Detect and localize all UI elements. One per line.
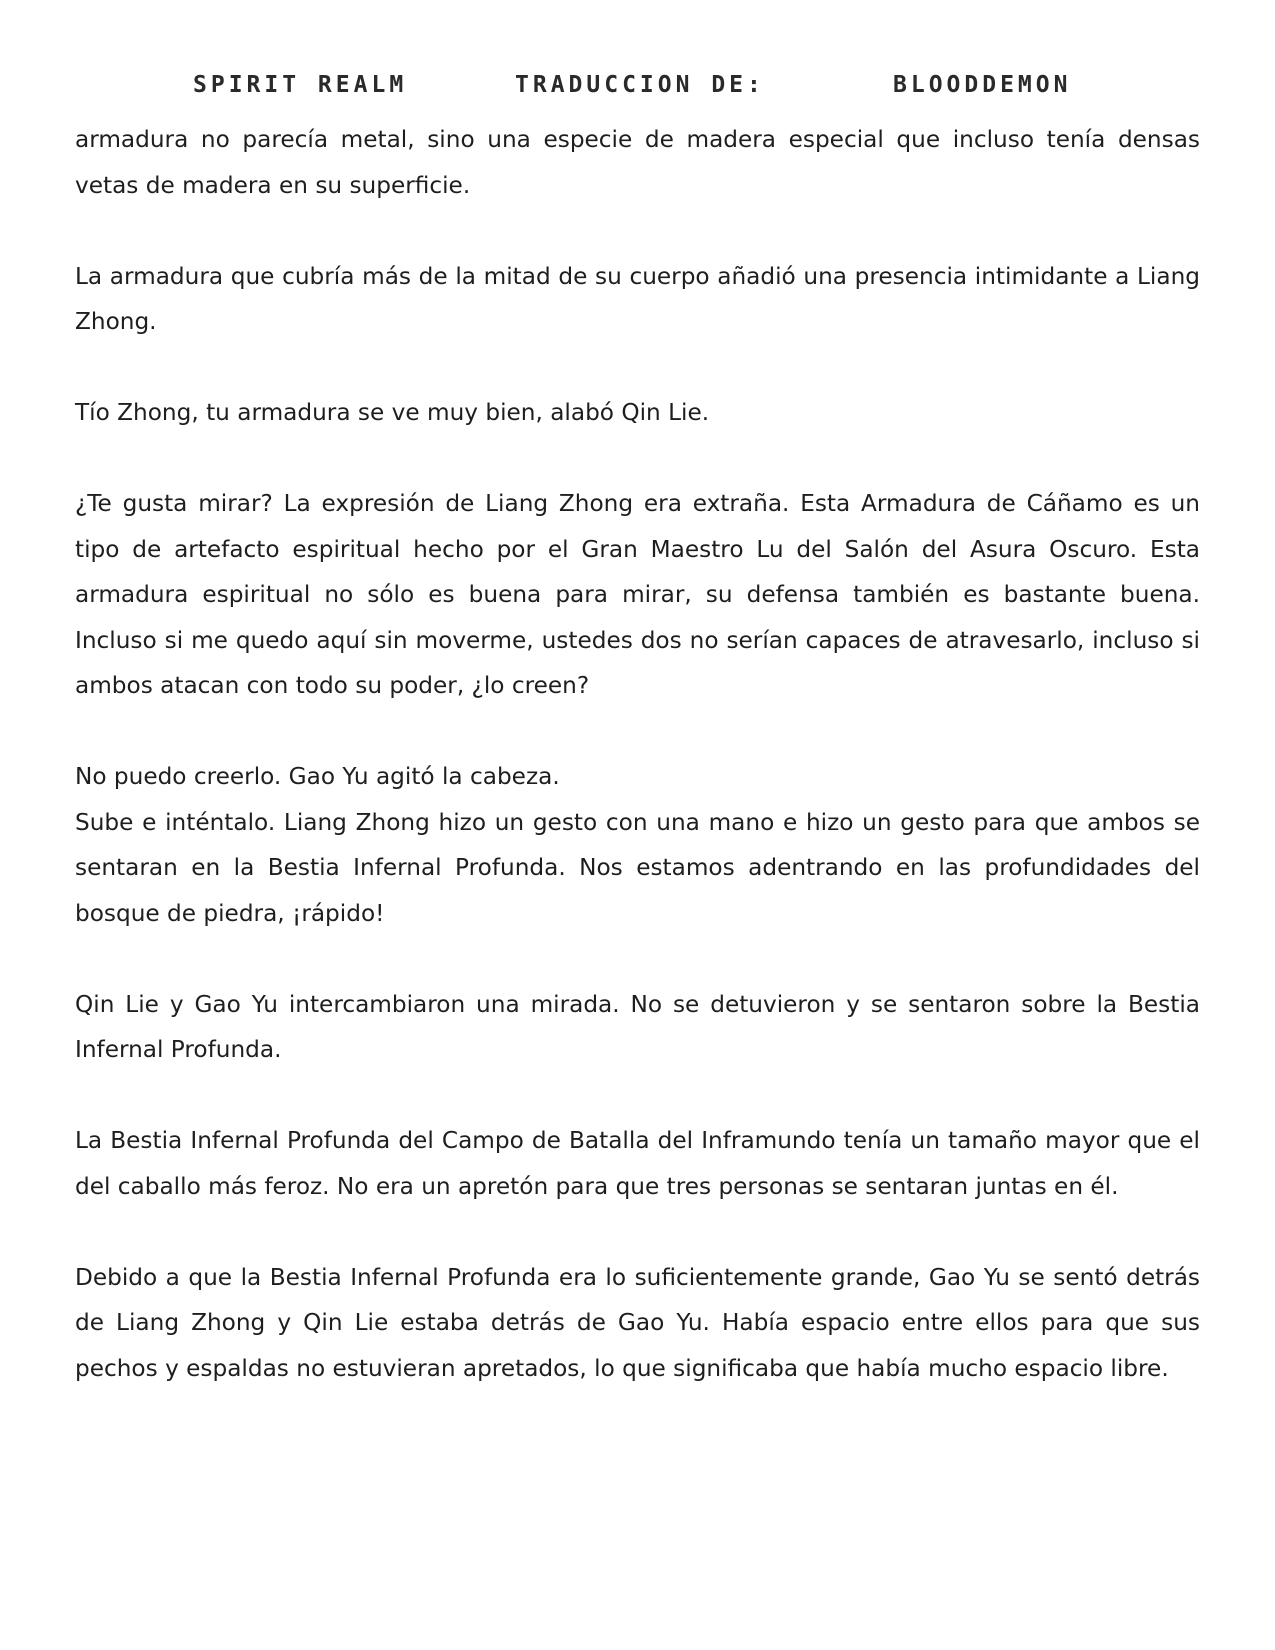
paragraph: ¿Te gusta mirar? La expresión de Liang Zhong era extraña. Esta Armadura de Cáñamo es un tipo de artefacto espiritual hecho por el Gran Maestro Lu del Salón del Asura Oscuro. Esta armadura espiritual no sólo es buena para mirar, su defensa también es bastante buena. Incluso si me quedo aquí sin moverme, ustedes dos no serían capaces de atravesarlo, incluso si ambos atacan con todo su poder, ¿lo creen? <box>75 490 1200 699</box>
header-translator-name: BLOODDEMON <box>893 72 1072 98</box>
paragraph: La armadura que cubría más de la mitad de su cuerpo añadió una presencia intimidante a Liang Zhong. <box>75 262 1200 335</box>
paragraph: Sube e inténtalo. Liang Zhong hizo un gesto con una mano e hizo un gesto para que ambos se sentaran en la Bestia Infernal Profunda. Nos estamos adentrando en las profundidades del bosque de piedra, ¡rápido! <box>75 808 1200 927</box>
page-header <box>0 72 1275 112</box>
paragraph: Qin Lie y Gao Yu intercambiaron una mirada. No se detuvieron y se sentaron sobre la Bestia Infernal Profunda. <box>75 990 1200 1063</box>
page-body <box>75 117 1200 1437</box>
paragraph: No puedo creerlo. Gao Yu agitó la cabeza. <box>75 763 560 790</box>
paragraph: La Bestia Infernal Profunda del Campo de Batalla del Inframundo tenía un tamaño mayor que el del caballo más feroz. No era un apretón para que tres personas se sentaran juntas en él. <box>75 1127 1200 1200</box>
paragraph: Tío Zhong, tu armadura se ve muy bien, alabó Qin Lie. <box>75 399 710 426</box>
paragraph: armadura no parecía metal, sino una especie de madera especial que incluso tenía densas vetas de madera en su superficie. <box>75 126 1200 199</box>
header-translation-label: TRADUCCION DE: <box>515 72 765 98</box>
paragraph: Debido a que la Bestia Infernal Profunda era lo suficientemente grande, Gao Yu se sentó detrás de Liang Zhong y Qin Lie estaba detrás de Gao Yu. Había espacio entre ellos para que sus pechos y espaldas no estuvieran apretados, lo que significaba que había mucho espacio libre. <box>75 1263 1200 1382</box>
header-series-title: SPIRIT REALM <box>193 72 408 98</box>
